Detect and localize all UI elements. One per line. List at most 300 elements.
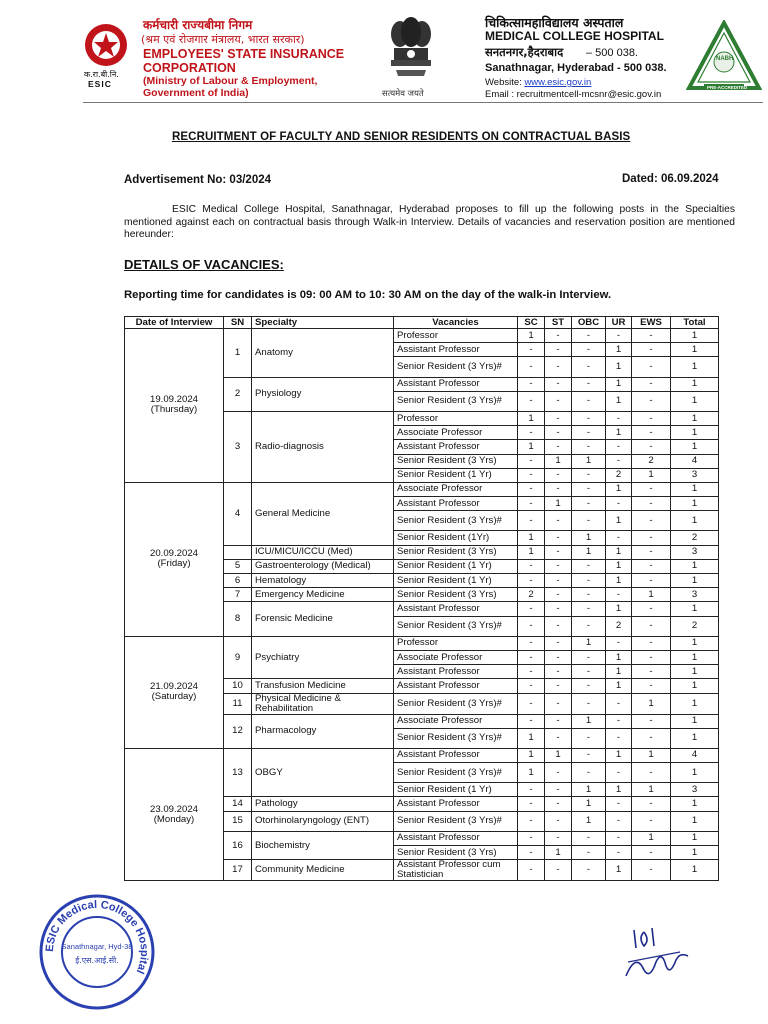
sc-cell: -: [518, 714, 545, 728]
ur-cell: 1: [606, 482, 632, 496]
header-divider: [83, 102, 763, 103]
obc-cell: 1: [572, 797, 606, 811]
vacancy-cell: Senior Resident (3 Yrs): [394, 545, 518, 559]
total-cell: 1: [671, 574, 719, 588]
ur-cell: 1: [606, 783, 632, 797]
table-row: [125, 482, 719, 496]
sn-cell: 9: [224, 636, 252, 679]
ews-cell: 1: [632, 831, 671, 845]
hospital-name-hindi: चिकित्सामहाविद्यालय अस्पताल: [485, 15, 624, 30]
stamp-seal-icon: [38, 893, 156, 1011]
ur-cell: -: [606, 763, 632, 783]
sc-cell: -: [518, 693, 545, 714]
st-cell: -: [545, 860, 572, 881]
st-cell: -: [545, 797, 572, 811]
obc-cell: -: [572, 559, 606, 573]
nabh-text: NABH: [716, 56, 734, 62]
vacancy-cell: Assistant Professor: [394, 602, 518, 616]
vacancy-cell: Assistant Professor: [394, 665, 518, 679]
sn-cell: 17: [224, 860, 252, 881]
ews-cell: -: [632, 860, 671, 881]
total-cell: 1: [671, 482, 719, 496]
sc-cell: -: [518, 468, 545, 482]
ews-cell: -: [632, 714, 671, 728]
obc-cell: 1: [572, 811, 606, 831]
ews-cell: -: [632, 511, 671, 531]
interview-date-cell: [125, 329, 224, 483]
vacancy-cell: Senior Resident (3 Yrs)#: [394, 357, 518, 377]
specialty-cell: Radio-diagnosis: [252, 411, 394, 482]
vacancy-cell: Assistant Professor: [394, 679, 518, 693]
interview-day: (Saturday): [151, 691, 197, 703]
sc-cell: -: [518, 357, 545, 377]
ur-cell: 1: [606, 665, 632, 679]
total-cell: 1: [671, 636, 719, 650]
sc-cell: -: [518, 616, 545, 636]
total-cell: 1: [671, 559, 719, 573]
ews-cell: -: [632, 440, 671, 454]
obc-cell: -: [572, 440, 606, 454]
st-cell: -: [545, 531, 572, 545]
esic-logo: [83, 22, 129, 68]
st-cell: -: [545, 574, 572, 588]
vacancy-cell: Assistant Professor: [394, 497, 518, 511]
obc-cell: -: [572, 574, 606, 588]
document-title: RECRUITMENT OF FACULTY AND SENIOR RESIDENTS ON CONTRACTUAL BASIS: [172, 131, 631, 143]
ews-cell: -: [632, 377, 671, 391]
reporting-time: Reporting time for candidates is 09: 00 AM to 10: 30 AM on the day of the walk-in Interview.: [124, 289, 612, 301]
specialty-cell: Pathology: [252, 797, 394, 811]
table-row: [125, 636, 719, 650]
st-cell: -: [545, 679, 572, 693]
ews-cell: 2: [632, 454, 671, 468]
interview-day: (Monday): [153, 813, 195, 825]
total-cell: 3: [671, 588, 719, 602]
sn-cell: 6: [224, 574, 252, 588]
st-cell: 1: [545, 454, 572, 468]
obc-cell: -: [572, 693, 606, 714]
specialty-cell: Forensic Medicine: [252, 602, 394, 636]
total-cell: 1: [671, 693, 719, 714]
total-cell: 1: [671, 811, 719, 831]
ur-cell: 2: [606, 616, 632, 636]
specialty-cell: Hematology: [252, 574, 394, 588]
vacancy-cell: Senior Resident (3 Yrs)#: [394, 763, 518, 783]
obc-cell: -: [572, 411, 606, 425]
ur-cell: -: [606, 497, 632, 511]
st-cell: 1: [545, 846, 572, 860]
sc-cell: 1: [518, 531, 545, 545]
ews-cell: -: [632, 728, 671, 748]
sc-cell: 1: [518, 748, 545, 762]
st-cell: -: [545, 616, 572, 636]
vacancy-cell: Senior Resident (1 Yr): [394, 574, 518, 588]
vacancy-cell: Assistant Professor: [394, 831, 518, 845]
sn-cell: 5: [224, 559, 252, 573]
obc-cell: -: [572, 377, 606, 391]
national-emblem: [386, 12, 436, 88]
total-cell: 1: [671, 426, 719, 440]
obc-cell: -: [572, 602, 606, 616]
obc-cell: -: [572, 728, 606, 748]
obc-cell: -: [572, 679, 606, 693]
sc-cell: -: [518, 846, 545, 860]
intro-paragraph: ESIC Medical College Hospital, Sanathnagar, Hyderabad proposes to fill up the following posts in the Specialties mentioned against each on contractual basis through Walk-in Interview. Details of vacancies and reservation position are mentioned hereunder:: [124, 204, 735, 240]
logo-small-esic: ESIC: [88, 79, 112, 89]
advertisement-date: Dated: 06.09.2024: [622, 173, 719, 185]
vacancy-cell: Senior Resident (1Yr): [394, 531, 518, 545]
interview-day: (Friday): [157, 558, 191, 570]
ministry-hindi: (श्रम एवं रोजगार मंत्रालय, भारत सरकार): [141, 33, 305, 46]
sc-cell: -: [518, 831, 545, 845]
specialty-cell: Biochemistry: [252, 831, 394, 859]
nabh-sub: PRE-ACCREDITED: [707, 85, 748, 90]
sc-cell: 1: [518, 545, 545, 559]
total-cell: 4: [671, 748, 719, 762]
specialty-cell: Community Medicine: [252, 860, 394, 881]
sc-cell: 1: [518, 329, 545, 343]
obc-cell: -: [572, 588, 606, 602]
vacancy-cell: Assistant Professor: [394, 797, 518, 811]
specialty-cell: Anatomy: [252, 329, 394, 378]
ur-cell: -: [606, 831, 632, 845]
sc-cell: 1: [518, 728, 545, 748]
handwritten-signature: [618, 922, 698, 986]
sc-cell: -: [518, 426, 545, 440]
sc-cell: -: [518, 679, 545, 693]
st-cell: -: [545, 693, 572, 714]
obc-cell: -: [572, 665, 606, 679]
ews-cell: 1: [632, 748, 671, 762]
st-cell: -: [545, 440, 572, 454]
specialty-cell: Gastroenterology (Medical): [252, 559, 394, 573]
obc-cell: -: [572, 650, 606, 664]
vacancy-cell: Senior Resident (1 Yr): [394, 468, 518, 482]
st-cell: -: [545, 377, 572, 391]
header-st: ST: [545, 317, 572, 329]
sc-cell: -: [518, 811, 545, 831]
stamp-ring-text: ESIC Medical College Hospital: [43, 898, 151, 976]
total-cell: 1: [671, 714, 719, 728]
stamp-inner-1: Sanathnagar, Hyd-38: [61, 942, 133, 951]
ews-cell: 1: [632, 783, 671, 797]
obc-cell: -: [572, 831, 606, 845]
website-link[interactable]: www.esic.gov.in: [524, 77, 592, 88]
total-cell: 1: [671, 846, 719, 860]
obc-cell: -: [572, 616, 606, 636]
interview-date: 19.09.2024: [149, 394, 198, 406]
ews-cell: -: [632, 426, 671, 440]
header-ews: EWS: [632, 317, 671, 329]
interview-date: 20.09.2024: [149, 548, 198, 560]
st-cell: -: [545, 811, 572, 831]
total-cell: 1: [671, 391, 719, 411]
st-cell: -: [545, 357, 572, 377]
vacancy-cell: Professor: [394, 636, 518, 650]
email-line: Email : recruitmentcell-mcsnr@esic.gov.in: [485, 89, 662, 100]
header-date: Date of Interview: [125, 317, 224, 329]
total-cell: 2: [671, 616, 719, 636]
specialty-cell: OBGY: [252, 748, 394, 797]
sn-cell: 10: [224, 679, 252, 693]
sc-cell: -: [518, 454, 545, 468]
st-cell: -: [545, 763, 572, 783]
total-cell: 1: [671, 440, 719, 454]
sc-cell: 2: [518, 588, 545, 602]
vacancy-cell: Senior Resident (3 Yrs): [394, 454, 518, 468]
ur-cell: 1: [606, 650, 632, 664]
st-cell: -: [545, 343, 572, 357]
obc-cell: -: [572, 860, 606, 881]
ur-cell: 1: [606, 357, 632, 377]
ews-cell: -: [632, 391, 671, 411]
sc-cell: -: [518, 602, 545, 616]
ur-cell: 1: [606, 343, 632, 357]
total-cell: 3: [671, 545, 719, 559]
total-cell: 1: [671, 860, 719, 881]
sc-cell: -: [518, 377, 545, 391]
stamp-inner-2: ई.एस.आई.सी.: [75, 956, 119, 965]
interview-date-cell: [125, 636, 224, 748]
sn-cell: 1: [224, 329, 252, 378]
government-english: Government of India): [143, 87, 249, 99]
header-sc: SC: [518, 317, 545, 329]
vacancy-cell: Senior Resident (3 Yrs)#: [394, 811, 518, 831]
specialty-cell: Otorhinolaryngology (ENT): [252, 811, 394, 831]
vacancy-cell: Assistant Professor: [394, 748, 518, 762]
st-cell: -: [545, 665, 572, 679]
st-cell: -: [545, 482, 572, 496]
vacancy-cell: Senior Resident (3 Yrs)#: [394, 391, 518, 411]
specialty-cell: Emergency Medicine: [252, 588, 394, 602]
ur-cell: -: [606, 440, 632, 454]
vacancy-table: [124, 316, 719, 881]
ews-cell: 1: [632, 693, 671, 714]
sc-cell: -: [518, 636, 545, 650]
ur-cell: -: [606, 811, 632, 831]
total-cell: 1: [671, 650, 719, 664]
specialty-cell: Psychiatry: [252, 636, 394, 679]
obc-cell: 1: [572, 454, 606, 468]
vacancy-cell: Senior Resident (3 Yrs): [394, 588, 518, 602]
obc-cell: 1: [572, 545, 606, 559]
obc-cell: -: [572, 482, 606, 496]
ews-cell: -: [632, 665, 671, 679]
ews-cell: -: [632, 559, 671, 573]
ur-cell: 1: [606, 511, 632, 531]
vacancy-cell: Senior Resident (3 Yrs)#: [394, 693, 518, 714]
sc-cell: -: [518, 343, 545, 357]
obc-cell: -: [572, 846, 606, 860]
sn-cell: 14: [224, 797, 252, 811]
ews-cell: -: [632, 545, 671, 559]
official-stamp: [38, 893, 156, 1011]
obc-cell: -: [572, 497, 606, 511]
total-cell: 3: [671, 468, 719, 482]
address-hindi: सनतनगर,हैदराबाद: [485, 45, 564, 59]
ur-cell: 1: [606, 545, 632, 559]
ur-cell: -: [606, 728, 632, 748]
ur-cell: 1: [606, 602, 632, 616]
specialty-cell: Pharmacology: [252, 714, 394, 748]
st-cell: -: [545, 602, 572, 616]
total-cell: 3: [671, 783, 719, 797]
header-sn: SN: [224, 317, 252, 329]
total-cell: 2: [671, 531, 719, 545]
ews-cell: 1: [632, 588, 671, 602]
sn-cell: 13: [224, 748, 252, 797]
ews-cell: -: [632, 574, 671, 588]
obc-cell: -: [572, 357, 606, 377]
ur-cell: 1: [606, 377, 632, 391]
ews-cell: -: [632, 763, 671, 783]
ur-cell: 1: [606, 860, 632, 881]
vacancy-cell: Senior Resident (3 Yrs)#: [394, 728, 518, 748]
ews-cell: -: [632, 531, 671, 545]
ews-cell: -: [632, 846, 671, 860]
sn-cell: 11: [224, 693, 252, 714]
total-cell: 1: [671, 497, 719, 511]
total-cell: 1: [671, 831, 719, 845]
esic-logo-icon: [83, 22, 129, 68]
st-cell: 1: [545, 497, 572, 511]
total-cell: 1: [671, 511, 719, 531]
interview-date-cell: [125, 482, 224, 636]
ur-cell: -: [606, 531, 632, 545]
ur-cell: 1: [606, 574, 632, 588]
obc-cell: -: [572, 426, 606, 440]
ews-cell: -: [632, 343, 671, 357]
vacancy-cell: Assistant Professor: [394, 377, 518, 391]
specialty-cell: General Medicine: [252, 482, 394, 545]
sn-cell: [224, 545, 252, 559]
obc-cell: 1: [572, 636, 606, 650]
sc-cell: 1: [518, 763, 545, 783]
interview-date-cell: [125, 748, 224, 880]
obc-cell: -: [572, 343, 606, 357]
total-cell: 1: [671, 763, 719, 783]
st-cell: -: [545, 783, 572, 797]
vacancy-cell: Senior Resident (3 Yrs)#: [394, 511, 518, 531]
ews-cell: -: [632, 650, 671, 664]
ews-cell: 1: [632, 468, 671, 482]
org-name-english: EMPLOYEES' STATE INSURANCE: [143, 47, 345, 61]
header-obc: OBC: [572, 317, 606, 329]
vacancy-cell: Senior Resident (1 Yr): [394, 783, 518, 797]
ur-cell: -: [606, 411, 632, 425]
sc-cell: -: [518, 497, 545, 511]
logo-small-hindi: क.रा.बी.नि.: [84, 70, 119, 79]
vacancy-cell: Assistant Professor cum Statistician: [394, 860, 518, 881]
st-cell: -: [545, 426, 572, 440]
st-cell: -: [545, 545, 572, 559]
obc-cell: -: [572, 468, 606, 482]
sn-cell: 7: [224, 588, 252, 602]
st-cell: -: [545, 650, 572, 664]
st-cell: -: [545, 468, 572, 482]
vacancy-cell: Assistant Professor: [394, 440, 518, 454]
ur-cell: -: [606, 588, 632, 602]
sc-cell: -: [518, 783, 545, 797]
sc-cell: -: [518, 559, 545, 573]
ur-cell: -: [606, 714, 632, 728]
obc-cell: -: [572, 511, 606, 531]
ews-cell: -: [632, 797, 671, 811]
signature-icon: [618, 922, 698, 986]
ur-cell: -: [606, 693, 632, 714]
ews-cell: -: [632, 679, 671, 693]
address-pin: – 500 038.: [586, 47, 638, 59]
sc-cell: -: [518, 665, 545, 679]
st-cell: -: [545, 411, 572, 425]
ur-cell: 1: [606, 426, 632, 440]
interview-day: (Thursday): [150, 404, 198, 416]
hospital-name-english: MEDICAL COLLEGE HOSPITAL: [485, 29, 664, 43]
ministry-english: (Ministry of Labour & Employment,: [143, 75, 318, 87]
org-name-english-2: CORPORATION: [143, 61, 236, 75]
sc-cell: -: [518, 650, 545, 664]
ur-cell: 1: [606, 391, 632, 411]
ur-cell: -: [606, 797, 632, 811]
sc-cell: 1: [518, 411, 545, 425]
sn-cell: 8: [224, 602, 252, 636]
sc-cell: -: [518, 860, 545, 881]
total-cell: 1: [671, 679, 719, 693]
total-cell: 1: [671, 343, 719, 357]
obc-cell: -: [572, 763, 606, 783]
total-cell: 1: [671, 357, 719, 377]
ews-cell: -: [632, 636, 671, 650]
sc-cell: 1: [518, 440, 545, 454]
obc-cell: 1: [572, 714, 606, 728]
sn-cell: 2: [224, 377, 252, 411]
obc-cell: 1: [572, 531, 606, 545]
sn-cell: 15: [224, 811, 252, 831]
header-specialty: Specialty: [252, 317, 394, 329]
total-cell: 1: [671, 602, 719, 616]
st-cell: -: [545, 511, 572, 531]
st-cell: -: [545, 391, 572, 411]
header-ur: UR: [606, 317, 632, 329]
total-cell: 1: [671, 665, 719, 679]
specialty-cell: Physiology: [252, 377, 394, 411]
header-total: Total: [671, 317, 719, 329]
sn-cell: 12: [224, 714, 252, 748]
st-cell: -: [545, 588, 572, 602]
ews-cell: -: [632, 811, 671, 831]
ews-cell: -: [632, 616, 671, 636]
vacancy-cell: Associate Professor: [394, 714, 518, 728]
total-cell: 1: [671, 797, 719, 811]
vacancy-cell: Associate Professor: [394, 426, 518, 440]
ur-cell: 1: [606, 748, 632, 762]
vacancy-cell: Professor: [394, 411, 518, 425]
total-cell: 1: [671, 329, 719, 343]
vacancy-cell: Associate Professor: [394, 482, 518, 496]
ews-cell: -: [632, 482, 671, 496]
specialty-cell: ICU/MICU/ICCU (Med): [252, 545, 394, 559]
sc-cell: -: [518, 574, 545, 588]
emblem-caption: सत्यमेव जयते: [382, 89, 424, 99]
advertisement-number: Advertisement No: 03/2024: [124, 174, 272, 186]
specialty-cell: Physical Medicine & Rehabilitation: [252, 693, 394, 714]
vacancy-cell: Senior Resident (3 Yrs): [394, 846, 518, 860]
sn-cell: 4: [224, 482, 252, 545]
table-header-row: [125, 317, 719, 329]
interview-date: 23.09.2024: [149, 803, 198, 815]
ews-cell: -: [632, 329, 671, 343]
ews-cell: -: [632, 602, 671, 616]
